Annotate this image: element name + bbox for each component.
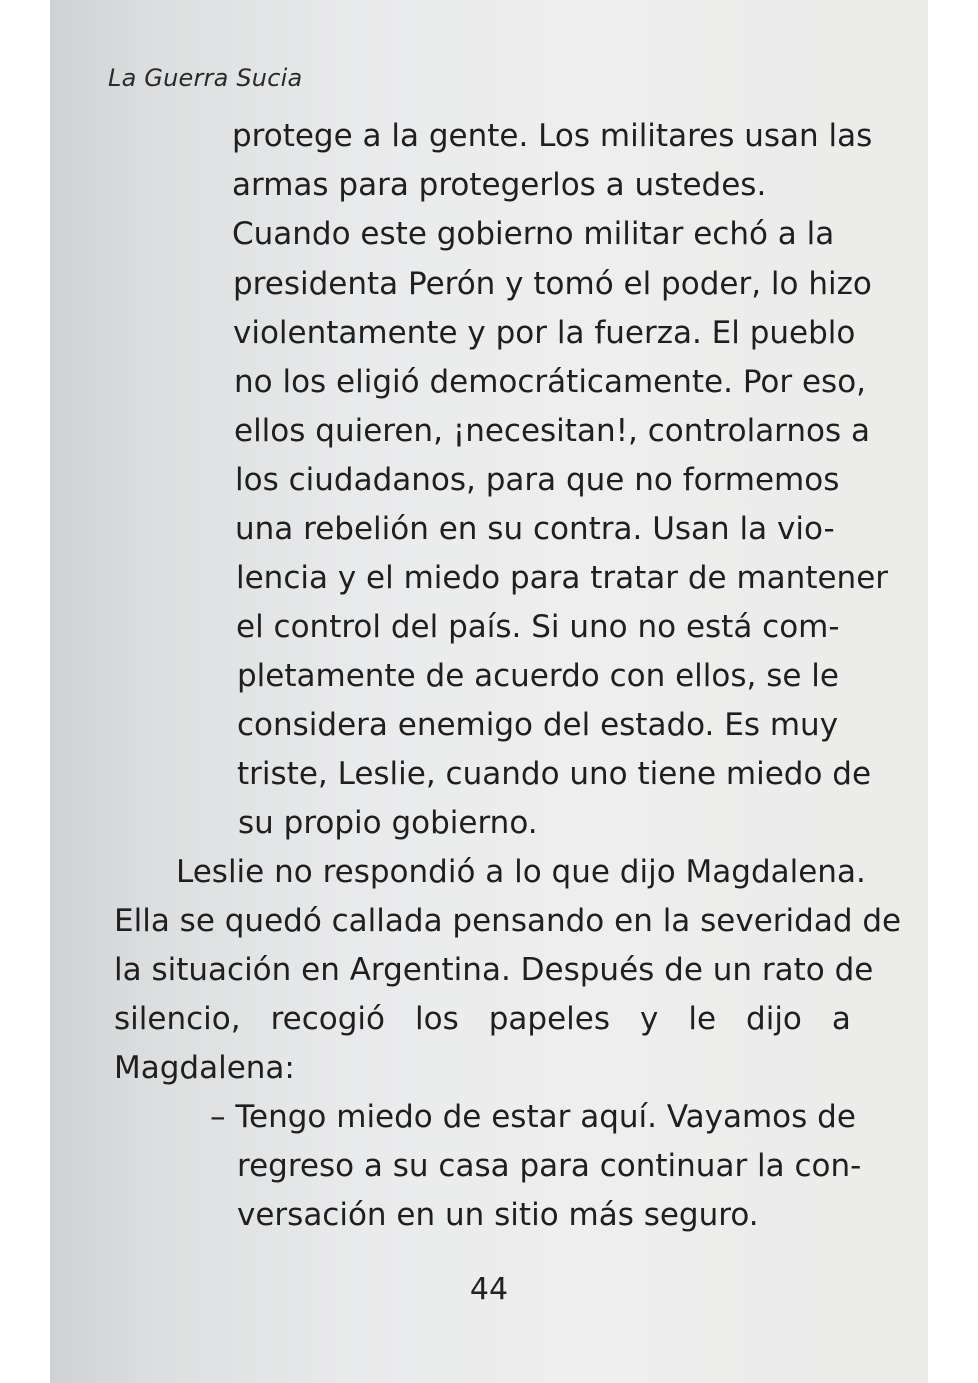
paragraph-line-2: Ella se quedó callada pensando en la severidad de xyxy=(114,903,902,939)
word: y xyxy=(639,1001,659,1037)
quote-line-15: su propio gobierno. xyxy=(238,805,538,841)
word: le xyxy=(688,1001,717,1037)
paragraph-line-4 xyxy=(114,999,851,1039)
quote-line-9: una rebelión en su contra. Usan la vio- xyxy=(235,511,835,547)
quote-line-1: protege a la gente. Los militares usan las xyxy=(232,118,873,154)
word: recogió xyxy=(270,1001,385,1037)
quote-line-10: lencia y el miedo para tratar de mantener xyxy=(236,560,889,596)
quote-line-11: el control del país. Si uno no está com- xyxy=(236,609,840,645)
quote-line-12: pletamente de acuerdo con ellos, se le xyxy=(237,658,839,694)
word: papeles xyxy=(488,1001,610,1037)
word: los xyxy=(414,1001,459,1037)
quote-line-2: armas para protegerlos a ustedes. xyxy=(232,167,767,203)
reply-line-2: regreso a su casa para continuar la con- xyxy=(237,1148,862,1184)
quote-line-8: los ciudadanos, para que no formemos xyxy=(235,462,840,498)
quote-line-13: considera enemigo del estado. Es muy xyxy=(237,707,839,743)
word: silencio, xyxy=(114,1001,241,1037)
paragraph-line-3: la situación en Argentina. Después de un rato de xyxy=(114,952,874,988)
paragraph-line-1: Leslie no respondió a lo que dijo Magdalena. xyxy=(176,854,866,890)
book-page xyxy=(50,0,928,1383)
quote-line-4: presidenta Perón y tomó el poder, lo hizo xyxy=(233,266,872,302)
quote-line-3: Cuando este gobierno militar echó a la xyxy=(232,216,835,252)
word: dijo xyxy=(746,1001,802,1037)
reply-line-1: – Tengo miedo de estar aquí. Vayamos de xyxy=(210,1099,856,1135)
quote-line-6: no los eligió democráticamente. Por eso, xyxy=(234,364,867,400)
running-head: La Guerra Sucia xyxy=(108,64,303,92)
word: a xyxy=(831,1001,851,1037)
quote-line-14: triste, Leslie, cuando uno tiene miedo de xyxy=(237,756,872,792)
paragraph-line-5: Magdalena: xyxy=(114,1050,295,1086)
page-number: 44 xyxy=(469,1272,509,1307)
quote-line-7: ellos quieren, ¡necesitan!, controlarnos a xyxy=(234,413,870,449)
reply-line-3: versación en un sitio más seguro. xyxy=(237,1197,759,1233)
quote-line-5: violentamente y por la fuerza. El pueblo xyxy=(233,315,856,351)
